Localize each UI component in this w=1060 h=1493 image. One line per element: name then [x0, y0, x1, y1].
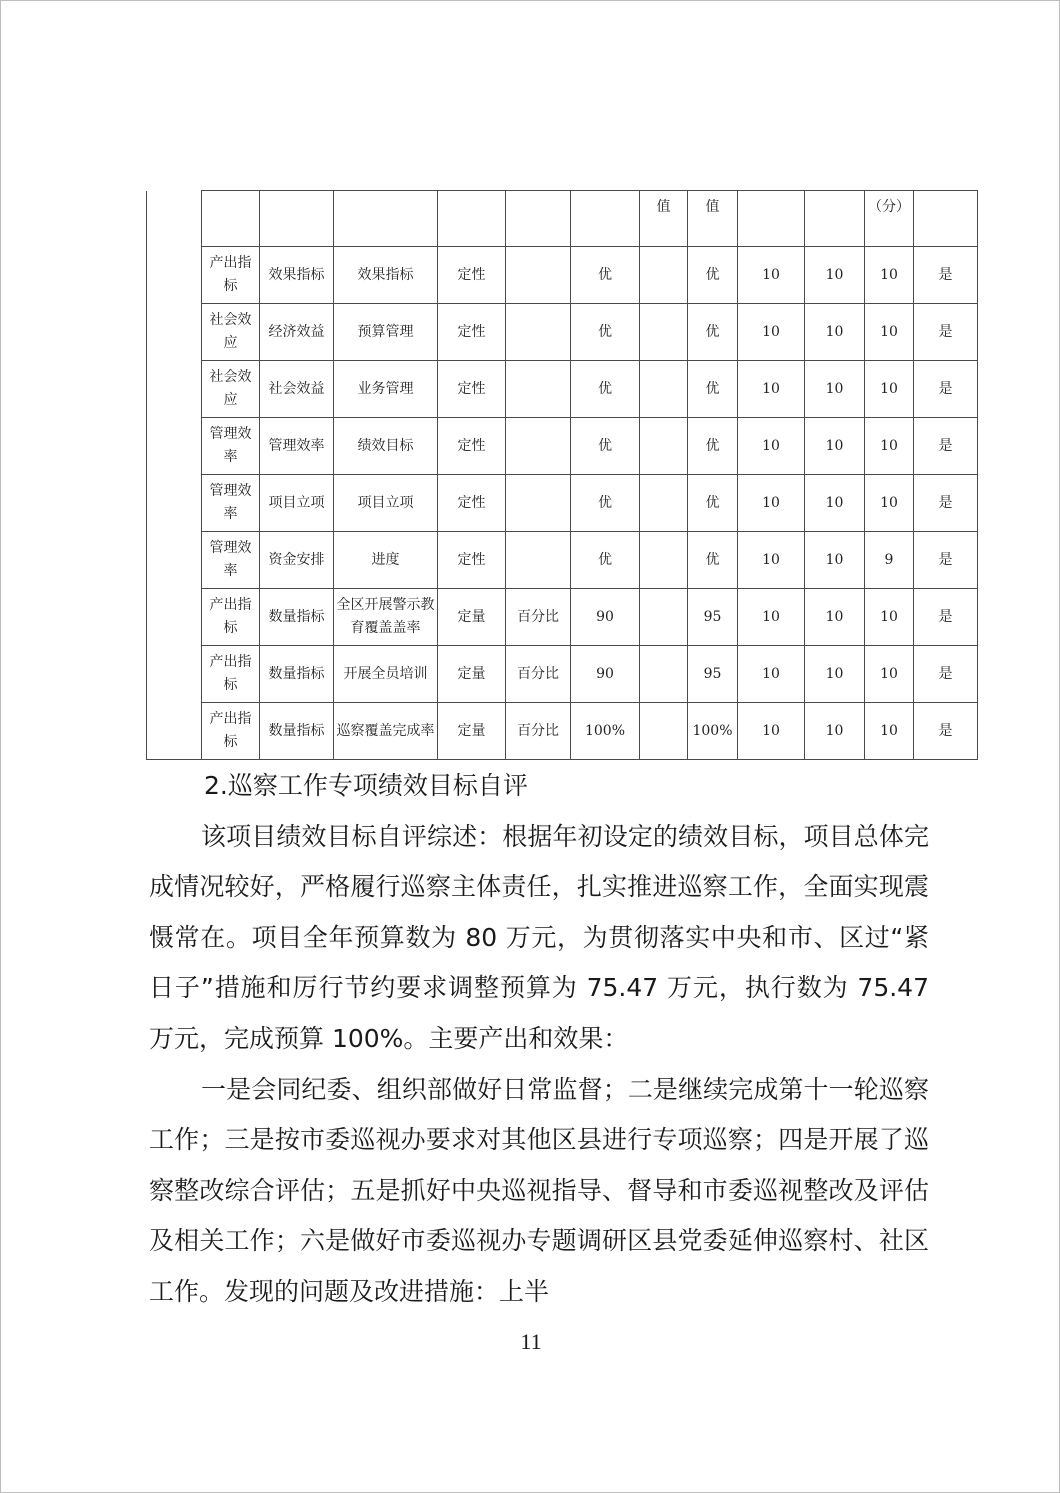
table-cell: 定性	[438, 361, 506, 418]
table-cell	[640, 646, 688, 703]
table-cell: 95	[688, 646, 738, 703]
table-cell: 10	[805, 418, 865, 475]
table-row	[147, 646, 978, 703]
table-cell: 10	[738, 646, 805, 703]
table-cell: 管理效率	[202, 418, 260, 475]
table-cell: 优	[688, 418, 738, 475]
table-row	[147, 304, 978, 361]
table-cell: 预算管理	[334, 304, 438, 361]
table-row	[147, 532, 978, 589]
header-cell: 值	[640, 191, 688, 247]
table-cell: 产出指标	[202, 589, 260, 646]
table-cell: 10	[805, 361, 865, 418]
table-cell: 10	[865, 247, 914, 304]
table-cell: 90	[571, 646, 640, 703]
table-row	[147, 475, 978, 532]
page-number: 11	[520, 1329, 542, 1354]
table-cell: 社会效应	[202, 304, 260, 361]
table-cell: 效果指标	[334, 247, 438, 304]
table-cell: 优	[688, 361, 738, 418]
table-row	[147, 247, 978, 304]
self-evaluation-paragraph: 该项目绩效目标自评综述：根据年初设定的绩效目标，项目总体完成情况较好，严格履行巡察主体责任，扎实推进巡察工作，全面实现震慑常在。项目全年预算数为 80 万元，为贯彻落实中央和市、区过“紧日子”措施和厉行节约要求调整预算为 75.47 万元，执行数为 75.47 万元，完成预算 100%。主要产出和效果：	[149, 821, 929, 1053]
table-cell: 全区开展警示教育覆盖盖率	[334, 589, 438, 646]
table-cell: 项目立项	[260, 475, 334, 532]
table-cell: 100%	[688, 703, 738, 760]
table-cell: 产出指标	[202, 247, 260, 304]
table-cell: 效果指标	[260, 247, 334, 304]
table-cell	[640, 418, 688, 475]
table-cell: 优	[688, 475, 738, 532]
table-cell: 定性	[438, 532, 506, 589]
table-cell	[506, 475, 571, 532]
table-cell: 定性	[438, 418, 506, 475]
table-cell: 10	[738, 361, 805, 418]
table-cell: 优	[571, 304, 640, 361]
table-cell: 100%	[571, 703, 640, 760]
table-cell: 优	[688, 247, 738, 304]
table-cell: 管理效率	[260, 418, 334, 475]
table-cell	[640, 304, 688, 361]
table-cell: 优	[688, 304, 738, 361]
table-cell: 优	[571, 532, 640, 589]
table-cell: 是	[914, 418, 978, 475]
table-row	[147, 361, 978, 418]
table-cell: 管理效率	[202, 532, 260, 589]
table-cell: 优	[571, 361, 640, 418]
table-cell: 10	[805, 304, 865, 361]
table-cell: 优	[688, 532, 738, 589]
table-cell: 10	[738, 247, 805, 304]
table-cell: 优	[571, 247, 640, 304]
table-cell: 10	[805, 646, 865, 703]
table-cell: 百分比	[506, 646, 571, 703]
table-cell: 10	[738, 304, 805, 361]
table-cell: 10	[805, 589, 865, 646]
table-cell: 95	[688, 589, 738, 646]
table-cell: 10	[865, 361, 914, 418]
table-cell: 是	[914, 475, 978, 532]
table-cell: 经济效益	[260, 304, 334, 361]
table-cell: 巡察覆盖完成率	[334, 703, 438, 760]
table-cell	[506, 361, 571, 418]
table-cell	[640, 247, 688, 304]
table-cell: 管理效率	[202, 475, 260, 532]
table-cell: 百分比	[506, 703, 571, 760]
table-cell	[640, 361, 688, 418]
table-cell	[506, 532, 571, 589]
table-cell: 产出指标	[202, 646, 260, 703]
table-cell: 是	[914, 361, 978, 418]
table-cell: 9	[865, 532, 914, 589]
table-cell: 10	[738, 589, 805, 646]
table-cell: 定性	[438, 475, 506, 532]
table-cell: 产出指标	[202, 703, 260, 760]
table-cell: 绩效目标	[334, 418, 438, 475]
table-cell: 定量	[438, 646, 506, 703]
table-cell: 10	[805, 703, 865, 760]
table-cell: 优	[571, 475, 640, 532]
table-cell: 定性	[438, 304, 506, 361]
table-cell: 百分比	[506, 589, 571, 646]
table-cell: 资金安排	[260, 532, 334, 589]
table-cell: 定性	[438, 247, 506, 304]
table-cell: 10	[738, 475, 805, 532]
table-cell: 10	[805, 475, 865, 532]
table-row	[147, 589, 978, 646]
table-cell	[506, 304, 571, 361]
table-cell	[640, 475, 688, 532]
table-cell: 定量	[438, 703, 506, 760]
table-cell	[640, 532, 688, 589]
header-cell: 值	[688, 191, 738, 247]
table-cell: 项目立项	[334, 475, 438, 532]
table-cell: 社会效益	[260, 361, 334, 418]
table-header-row	[147, 191, 978, 247]
table-cell	[506, 418, 571, 475]
table-row	[147, 703, 978, 760]
table-cell: 10	[738, 532, 805, 589]
table-cell: 是	[914, 703, 978, 760]
table-cell: 业务管理	[334, 361, 438, 418]
table-row	[147, 418, 978, 475]
section-body	[149, 761, 929, 1318]
table-cell: 数量指标	[260, 589, 334, 646]
table-cell: 是	[914, 304, 978, 361]
table-cell	[640, 589, 688, 646]
table-cell: 社会效应	[202, 361, 260, 418]
performance-table	[146, 190, 978, 760]
table-cell: 90	[571, 589, 640, 646]
table-cell: 10	[865, 475, 914, 532]
section-heading: 2.巡察工作专项绩效目标自评	[204, 771, 528, 800]
table-cell: 10	[805, 532, 865, 589]
table-cell: 是	[914, 532, 978, 589]
table-cell: 定量	[438, 589, 506, 646]
table-cell: 10	[865, 703, 914, 760]
table-cell: 10	[865, 304, 914, 361]
table-cell: 数量指标	[260, 703, 334, 760]
table-cell: 是	[914, 646, 978, 703]
table-cell: 是	[914, 247, 978, 304]
header-cell: （分）	[865, 191, 914, 247]
table-cell: 是	[914, 589, 978, 646]
table-cell: 进度	[334, 532, 438, 589]
table-cell	[506, 247, 571, 304]
table-cell: 10	[865, 646, 914, 703]
table-cell: 10	[738, 418, 805, 475]
table-cell: 10	[865, 589, 914, 646]
table-cell: 10	[805, 247, 865, 304]
table-cell: 数量指标	[260, 646, 334, 703]
table-cell: 优	[571, 418, 640, 475]
table-cell: 10	[738, 703, 805, 760]
table-cell: 开展全员培训	[334, 646, 438, 703]
outputs-paragraph: 一是会同纪委、组织部做好日常监督；二是继续完成第十一轮巡察工作；三是按市委巡视办要求对其他区县进行专项巡察；四是开展了巡察整改综合评估；五是抓好中央巡视指导、督导和市委巡视整改及评估及相关工作；六是做好市委巡视办专题调研区县党委延伸巡察村、社区工作。发现的问题及改进措施：上半	[149, 1074, 929, 1306]
table-left-blank-cell	[147, 191, 202, 760]
table-cell: 10	[865, 418, 914, 475]
table-cell	[640, 703, 688, 760]
